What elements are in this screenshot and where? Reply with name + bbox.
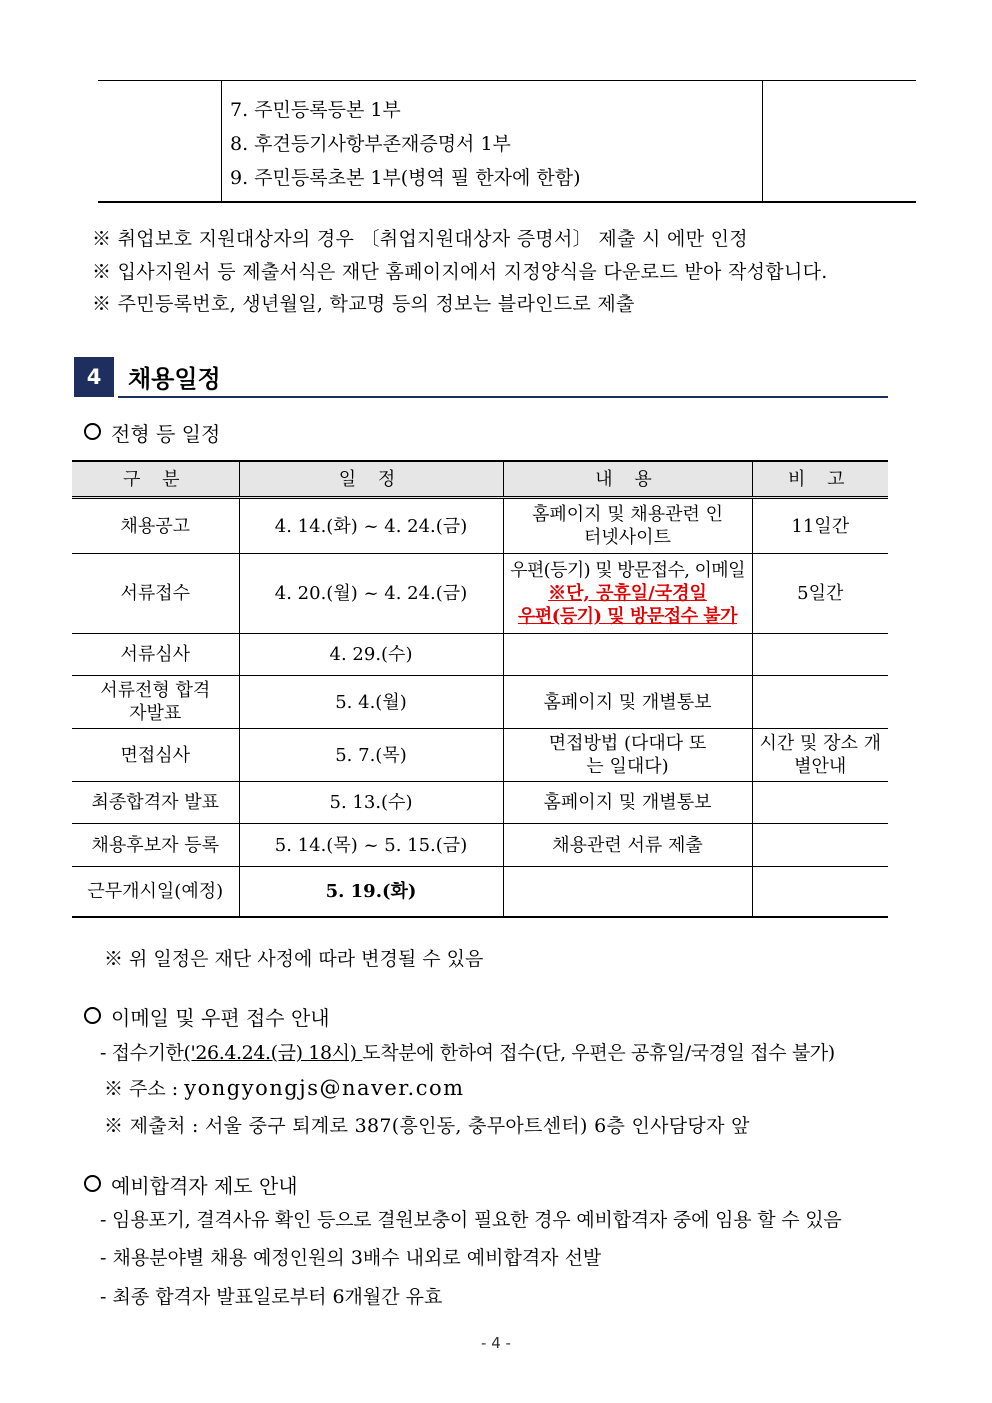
table-row — [72, 729, 888, 782]
section-title: 채용일정 — [128, 365, 221, 393]
row-date: 4. 20.(월) ~ 4. 24.(금) — [239, 554, 503, 634]
deadline-prefix: - 접수기한 — [100, 1042, 184, 1064]
schedule-table — [72, 460, 888, 918]
schedule-footnote: ※ 위 일정은 재단 사정에 따라 변경될 수 있음 — [104, 948, 484, 970]
row-date: 5. 13.(수) — [239, 782, 503, 824]
row-note: 5일간 — [752, 554, 888, 634]
schedule-subtitle — [84, 418, 220, 447]
row-note — [752, 782, 888, 824]
row-note — [752, 634, 888, 676]
section-divider — [118, 396, 888, 398]
row-content-text: 홈페이지 및 채용관련 인터넷사이트 — [531, 504, 724, 548]
reserve-section-title — [84, 1170, 298, 1199]
reserve-section-title-text: 예비합격자 제도 안내 — [111, 1174, 298, 1198]
row-content — [503, 634, 752, 676]
deadline-suffix: 도착분에 한하여 접수(단, 우편은 공휴일/국경일 접수 불가) — [362, 1042, 835, 1064]
row-date: 5. 19.(화) — [239, 867, 503, 917]
row-content-warning: 우편(등기) 및 방문접수 불가 — [517, 606, 738, 627]
row-category: 면접심사 — [72, 729, 239, 782]
row-date: 5. 14.(목) ~ 5. 15.(금) — [239, 824, 503, 867]
email-section-title — [84, 1002, 330, 1031]
document-list-table — [98, 80, 916, 203]
table-header-row — [72, 461, 888, 498]
circle-bullet-icon — [84, 1175, 101, 1192]
address-label: ※ 주소 : — [104, 1078, 185, 1100]
note-line: ※ 주민등록번호, 생년월일, 학교명 등의 정보는 블라인드로 제출 — [92, 293, 635, 315]
row-date: 4. 14.(화) ~ 4. 24.(금) — [239, 498, 503, 554]
list-item: - 채용분야별 채용 예정인원의 3배수 내외로 예비합격자 선발 — [100, 1247, 602, 1269]
row-category: 채용후보자 등록 — [72, 824, 239, 867]
address-line — [104, 1074, 465, 1101]
table-row — [72, 634, 888, 676]
table-row — [72, 554, 888, 634]
row-date: 5. 4.(월) — [239, 676, 503, 729]
list-item: - 임용포기, 결격사유 확인 등으로 결원보충이 필요한 경우 예비합격자 중에 임용 할 수 있음 — [100, 1209, 842, 1231]
row-category: 서류접수 — [72, 554, 239, 634]
document-item: 7. 주민등록등본 1부 — [230, 99, 401, 121]
header-category: 구 분 — [72, 461, 239, 498]
row-note — [752, 867, 888, 917]
row-content: 홈페이지 및 개별통보 — [503, 676, 752, 729]
note-line: ※ 취업보호 지원대상자의 경우 〔취업지원대상자 증명서〕 제출 시 에만 인정 — [92, 228, 748, 250]
row-date: 5. 7.(목) — [239, 729, 503, 782]
row-content-text: 면접방법 (다대다 또는 일대다) — [548, 733, 707, 777]
row-content — [503, 554, 752, 634]
row-content-warning: ※단, 공휴일/국경일 — [548, 583, 707, 604]
circle-bullet-icon — [84, 1007, 101, 1024]
document-item: 8. 후견등기사항부존재증명서 1부 — [230, 133, 511, 155]
row-note-text: 시간 및 장소 개별안내 — [759, 733, 881, 777]
row-content-text: 우편(등기) 및 방문접수, 이메일 — [510, 560, 745, 581]
email-address: yongyongjs@naver.com — [184, 1076, 465, 1100]
row-content — [503, 867, 752, 917]
deadline-date: ('26.4.24.(금) 18시) — [183, 1042, 363, 1064]
row-category: 근무개시일(예정) — [72, 867, 239, 917]
table-row — [72, 824, 888, 867]
document-item: 9. 주민등록초본 1부(병역 필 한자에 한함) — [230, 167, 581, 189]
circle-bullet-icon — [84, 423, 101, 440]
deadline-line — [100, 1038, 835, 1065]
page-number: - 4 - — [481, 1334, 511, 1352]
row-date: 4. 29.(수) — [239, 634, 503, 676]
submit-place-line: ※ 제출처 : 서울 중구 퇴계로 387(흥인동, 충무아트센터) 6층 인사담당자 앞 — [104, 1115, 750, 1137]
table-row — [72, 676, 888, 729]
row-note: 11일간 — [752, 498, 888, 554]
row-note — [752, 824, 888, 867]
row-content — [503, 729, 752, 782]
header-content: 내 용 — [503, 461, 752, 498]
section-number: 4 — [74, 357, 114, 397]
list-item: - 최종 합격자 발표일로부터 6개월간 유효 — [100, 1286, 443, 1308]
row-category — [72, 676, 239, 729]
table-row — [72, 782, 888, 824]
row-content: 채용관련 서류 제출 — [503, 824, 752, 867]
row-content: 홈페이지 및 개별통보 — [503, 782, 752, 824]
row-category-text: 서류전형 합격자발표 — [100, 680, 211, 724]
note-line: ※ 입사지원서 등 제출서식은 재단 홈페이지에서 지정양식을 다운로드 받아 작성합니다. — [92, 261, 828, 283]
table-row — [72, 867, 888, 917]
table-document-cell — [221, 81, 763, 201]
row-category: 서류심사 — [72, 634, 239, 676]
row-content — [503, 498, 752, 554]
schedule-subtitle-text: 전형 등 일정 — [111, 422, 221, 446]
row-note — [752, 729, 888, 782]
table-row — [72, 498, 888, 554]
header-note: 비 고 — [752, 461, 888, 498]
email-section-title-text: 이메일 및 우편 접수 안내 — [111, 1006, 330, 1030]
header-date: 일 정 — [239, 461, 503, 498]
row-note — [752, 676, 888, 729]
row-category: 채용공고 — [72, 498, 239, 554]
row-category: 최종합격자 발표 — [72, 782, 239, 824]
table-left-cell — [98, 81, 221, 201]
